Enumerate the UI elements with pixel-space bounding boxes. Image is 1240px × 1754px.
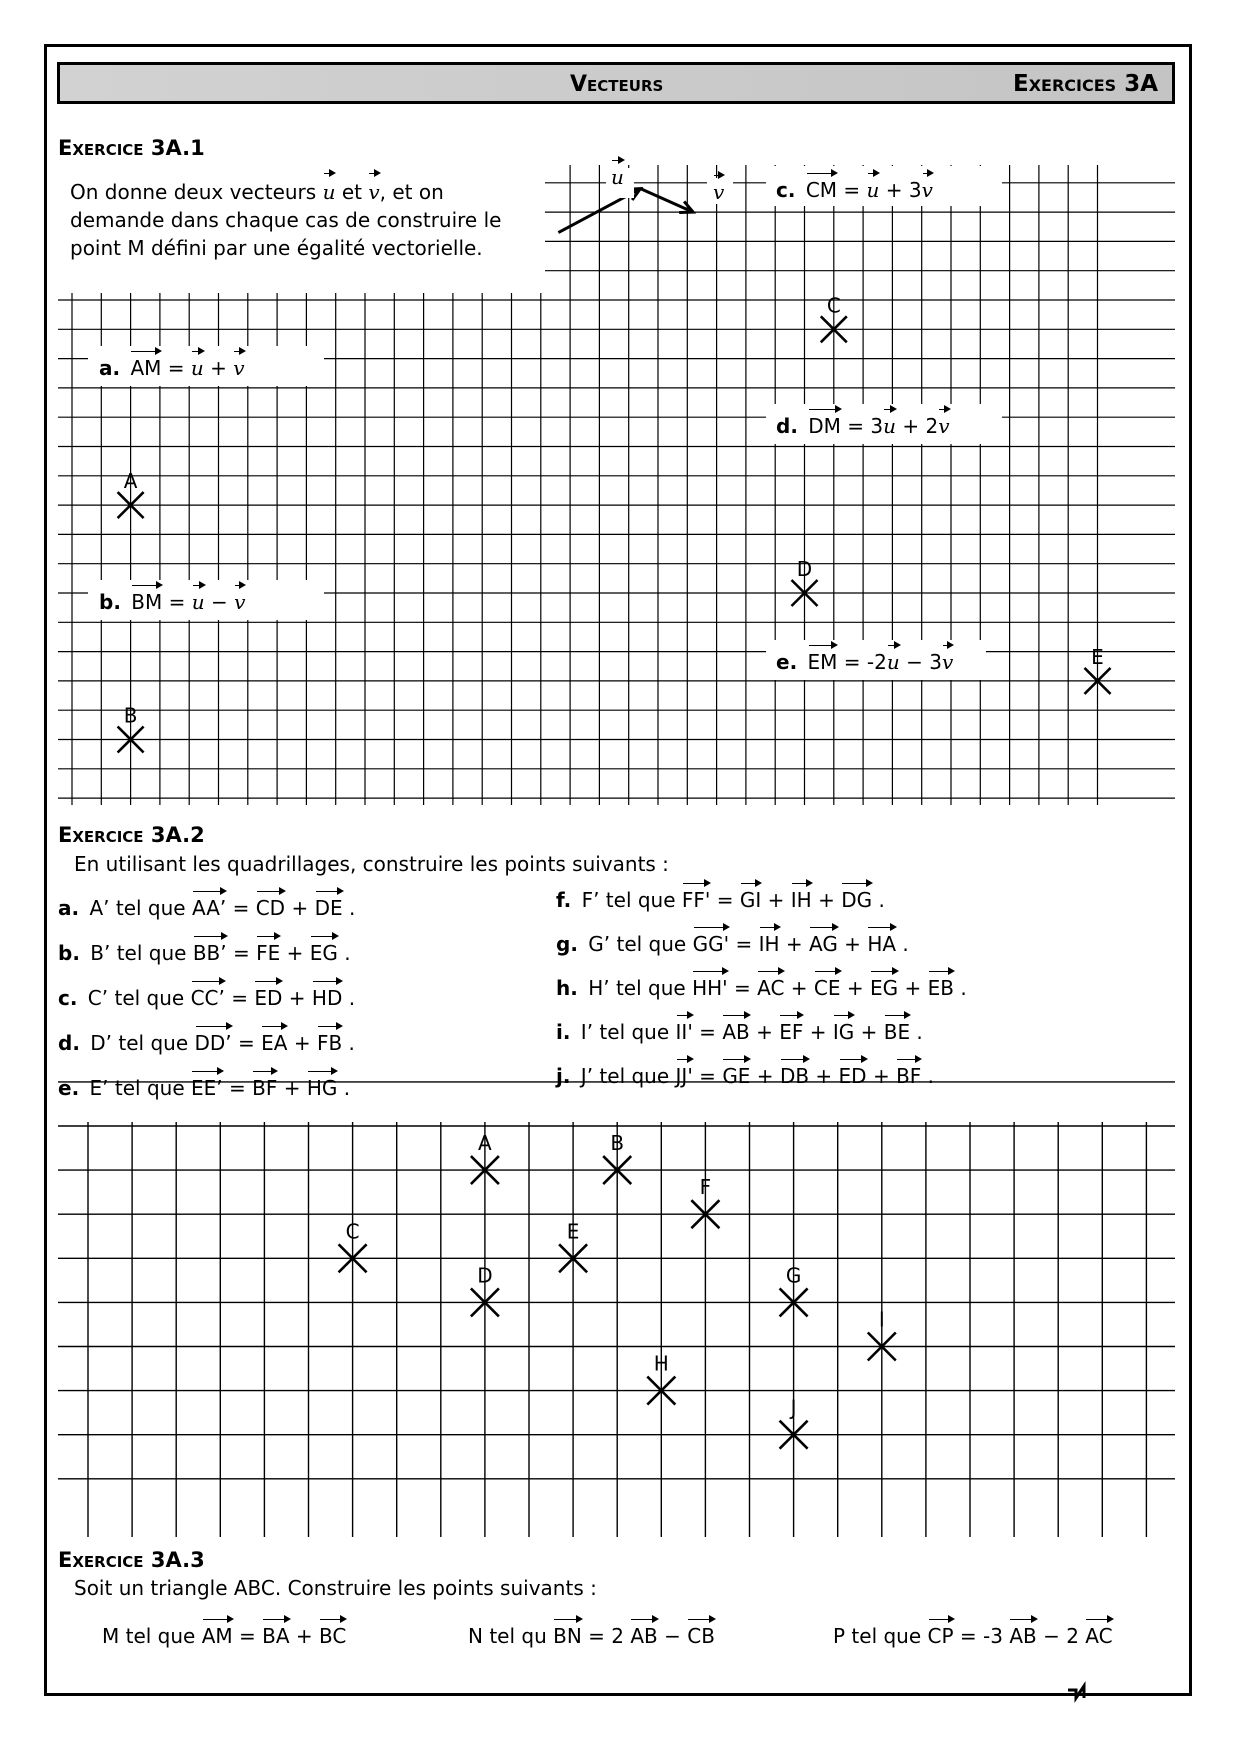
vector-v: v [368,180,380,204]
ex1-item-c: c. CM = u + 3v [776,178,933,202]
vector-u: u [322,180,336,204]
ex2-right-item-1: g. G’ tel que GG' = IH + AG + HA . [556,932,909,956]
ex1-point-label-C: C [826,293,841,318]
ex2-right-item-0: f. F’ tel que FF' = GI + IH + DG . [556,888,885,912]
ex1-intro-part: et [341,180,362,204]
ex2-point-label-I: I [878,1307,885,1332]
ex2-point-label-G: G [785,1263,802,1288]
ex2-point-label-H: H [653,1351,669,1376]
ex1-intro-part: , et on [379,180,444,204]
ex2-point-label-J: J [790,1395,797,1420]
ex3-item-0: M tel que AM = BA + BC [102,1624,347,1648]
ex3-item-1: N tel qu BN = 2 AB − CB [468,1624,715,1648]
ex1-intro-part: demande dans chaque cas de construire le [70,208,502,232]
ex2-point-label-B: B [610,1131,625,1156]
ex1-intro-part: point M défini par une égalité vectorielle. [70,236,483,260]
ex1-item-d: d. DM = 3u + 2v [776,414,950,438]
grid-vector-u-label: u [611,165,624,189]
ex2-title: Exercice 3A.2 [58,823,205,847]
ex2-left-item-1: b. B’ tel que BB’ = FE + EG . [58,941,351,965]
ex1-point-label-D: D [796,557,813,581]
ex1-item-a: a. AM = u + v [99,356,245,380]
ex2-left-item-2: c. C’ tel que CC’ = ED + HD . [58,986,356,1010]
ex2-right-item-3: i. I’ tel que II' = AB + EF + IG + BE . [556,1020,923,1044]
ex2-point-label-C: C [345,1219,360,1244]
ex2-right-item-2: h. H’ tel que HH' = AC + CE + EG + EB . [556,976,967,1000]
ex2-left-item-0: a. A’ tel que AA’ = CD + DE . [58,896,356,920]
ex2-intro: En utilisant les quadrillages, construire les points suivants : [74,852,669,876]
ex1-title: Exercice 3A.1 [58,136,205,160]
ex1-point-label-B: B [123,703,138,728]
header-code: Exercices 3A [1013,71,1158,97]
ex2-point-label-A: A [478,1131,492,1156]
ex1-intro-part: On donne deux vecteurs [70,180,317,204]
ex3-title: Exercice 3A.3 [58,1548,205,1572]
ex1-item-b: b. BM = u − v [99,590,246,614]
ex1-point-label-E: E [1091,644,1104,669]
grid-vector-v-label: v [713,180,725,204]
ex2-right-item-4: j. J’ tel que JJ' = GE + DB + ED + BF . [556,1064,935,1088]
ex2-point-label-D: D [477,1263,493,1288]
ex2-point-label-E: E [566,1219,580,1244]
ex3-intro: Soit un triangle ABC. Construire les points suivants : [74,1576,597,1600]
ex2-left-item-3: d. D’ tel que DD’ = EA + FB . [58,1031,355,1055]
ex2-point-label-F: F [699,1175,712,1200]
ex1-point-label-A: A [123,469,138,494]
ex2-left-item-4: e. E’ tel que EE’ = BF + HG . [58,1076,351,1100]
header-title: Vecteurs [570,72,664,97]
ex1-item-e: e. EM = -2u − 3v [776,650,954,674]
ex3-item-2: P tel que CP = -3 AB − 2 AC [833,1624,1113,1648]
